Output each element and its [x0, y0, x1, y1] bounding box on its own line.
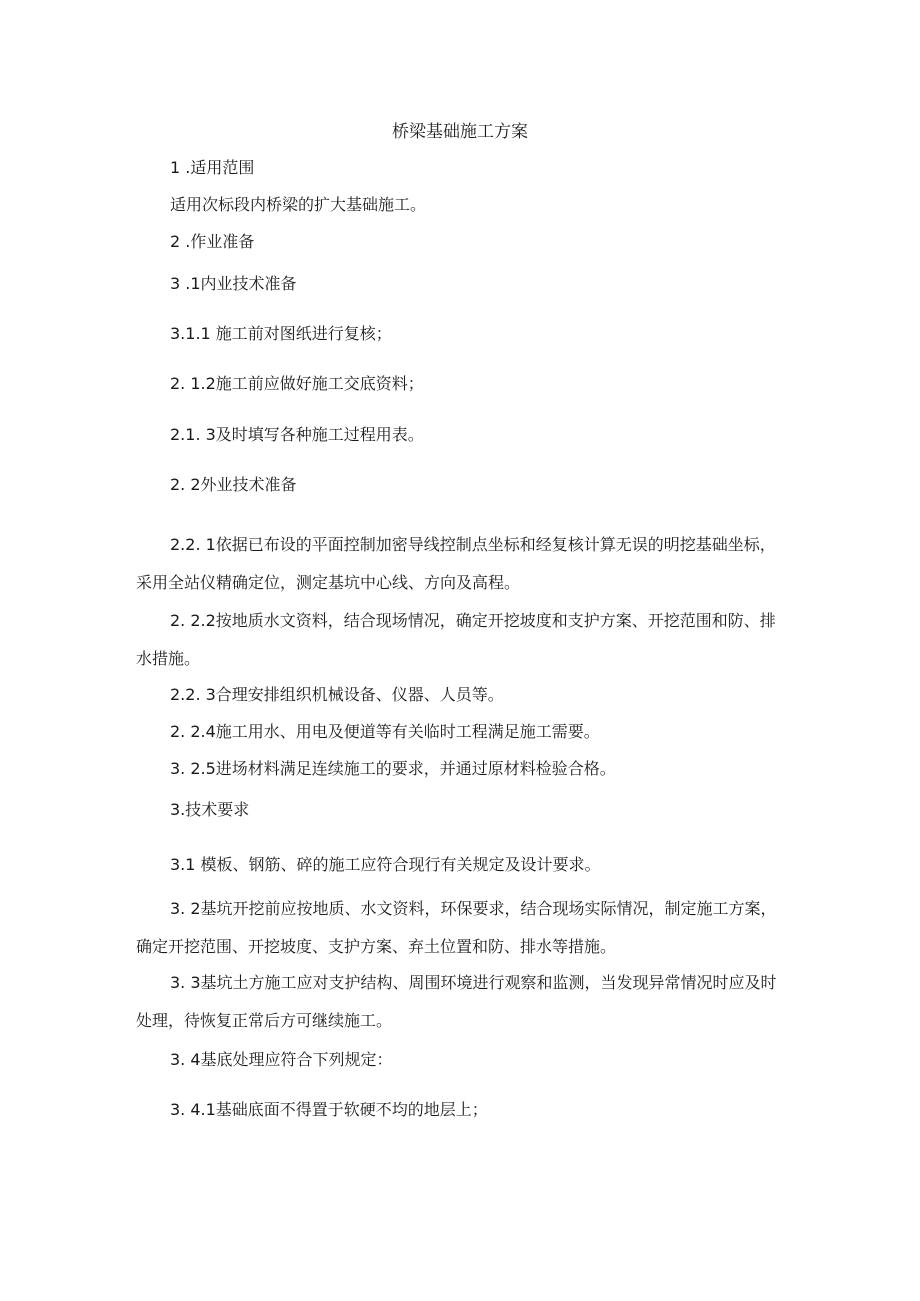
list-item: 3. 4基底处理应符合下列规定： — [170, 1050, 393, 1069]
list-item: 2. 2.4施工用水、用电及便道等有关临时工程满足施工需要。 — [170, 722, 600, 741]
page-title: 桥梁基础施工方案 — [392, 122, 528, 142]
list-item: 3. 2.5进场材料满足连续施工的要求，并通过原材料检验合格。 — [170, 759, 616, 778]
paragraph: 2. 2.2按地质水文资料，结合现场情况，确定开挖坡度和支护方案、开挖范围和防、排水措施。 — [136, 611, 776, 668]
subsection-heading: 3 .1内业技术准备 — [170, 274, 297, 293]
paragraph: 适用次标段内桥梁的扩大基础施工。 — [170, 195, 427, 214]
section-heading: 2 .作业准备 — [170, 232, 255, 251]
list-item: 3.1 模板、钢筋、碎的施工应符合现行有关规定及设计要求。 — [170, 855, 601, 874]
list-item: 2.1. 3及时填写各种施工过程用表。 — [170, 425, 424, 444]
list-item: 2. 1.2施工前应做好施工交底资料； — [170, 374, 424, 393]
paragraph: 3. 3基坑土方施工应对支护结构、周围环境进行观察和监测，当发现异常情况时应及时处理，待恢复正常后方可继续施工。 — [136, 973, 777, 1030]
section-heading: 3.技术要求 — [170, 800, 250, 819]
paragraph: 2.2. 1依据已布设的平面控制加密导线控制点坐标和经复核计算无误的明挖基础坐标，采用全站仪精确定位，测定基坑中心线、方向及高程。 — [136, 535, 776, 592]
section-heading: 1 .适用范围 — [170, 158, 255, 177]
list-item: 3. 4.1基础底面不得置于软硬不均的地层上； — [170, 1100, 488, 1119]
paragraph: 3. 2基坑开挖前应按地质、水文资料，环保要求，结合现场实际情况，制定施工方案，确定开挖范围、开挖坡度、支护方案、弃土位置和防、排水等措施。 — [136, 899, 777, 956]
subsection-heading: 2. 2外业技术准备 — [170, 475, 297, 494]
list-item: 2.2. 3合理安排组织机械设备、仪器、人员等。 — [170, 685, 504, 704]
list-item: 3.1.1 施工前对图纸进行复核； — [170, 324, 392, 343]
